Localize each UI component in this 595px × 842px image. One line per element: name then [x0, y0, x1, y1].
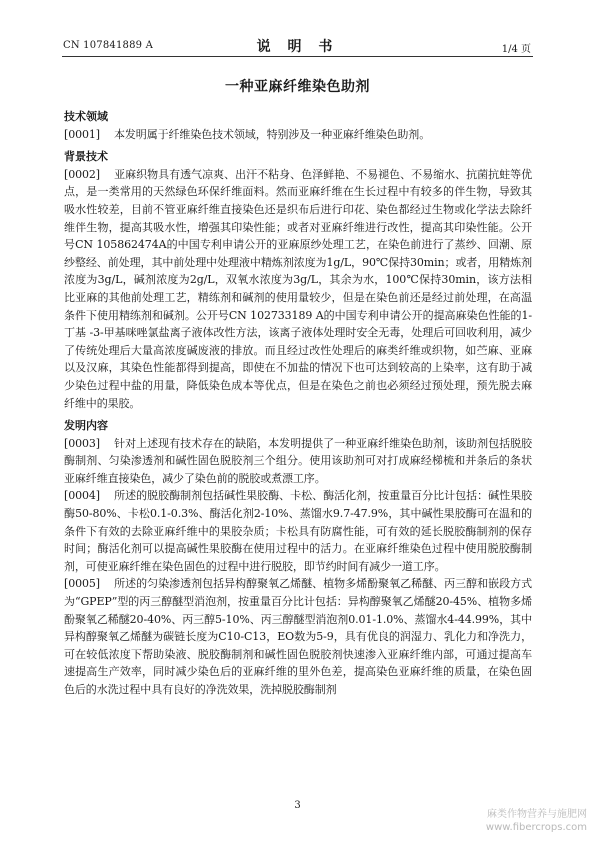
paragraph-text: 所述的脱胶酶制剂包括碱性果胶酶、卡松、酶活化剂，按重量百分比计包括：碱性果胶酶50-80%、卡松0.1-0.3%、酶活化剂2-10%、蒸馏水9.7-47.9%，其中碱性果胶酶可在温和的条件下有效的去除亚麻纤维中的果胶杂质；卡松具有防腐性能，可有效的延长脱胶酶制剂的保存时间；酶活化剂可以提高碱性果胶酶在使用过程中的活力。在亚麻纤维染色过程中使用脱胶酶制剂，可使亚麻纤维在染色固色的过程中进行脱胶，即节约时间有减少一道工序。: [64, 489, 532, 573]
paragraph-0002: [64, 166, 532, 412]
patent-number: CN 107841889 A: [63, 40, 154, 51]
paragraph-text: 亚麻织物具有透气凉爽、出汗不粘身、色泽鲜艳、不易褪色、不易缩水、抗菌抗蛀等优点，是一类常用的天然绿色环保纤维面料。然而亚麻纤维在生长过程中有较多的伴生物，导致其吸水性较差，目前不管亚麻纤维直接染色还是织布后进行印花、染色都经过生物或化学法去除纤维伴生物，提高其吸水性，增强其印染性能；或者对亚麻纤维进行改性，提高其印染性能。公开号CN 105862474A的中国专利申请公开的亚麻原纱处理工艺，在染色前进行了蒸纱、回潮、原纱整经、前处理，其中前处理中处理液中精炼剂浓度为1g/L，90℃保持30min；或者，用精炼剂浓度为3g/L，碱剂浓度为2g/L，双氧水浓度为3g/L，其余为水，100℃保持30min，该方法相比亚麻的其他前处理工艺，精练剂和碱剂的使用量较少，但是在染色前还是经过前处理，在高温条件下使用精练剂和碱剂。公开号CN 102733189 A的中国专利申请公开的提高麻染色性能的1-丁基 -3-甲基咪唑氯盐离子液体改性方法，该离子液体处理时安全无毒，处理后可回收利用，减少了传统处理后大量高浓度碱废液的排放。而且经过改性处理后的麻类纤维或织物，如苎麻、亚麻以及汉麻，其染色性能都得到提高，即使在不加盐的情况下也可达到较高的上染率，这有助于减少染色过程中盐的用量，降低染色成本等优点，但是在染色之前也必须经过预处理，预先脱去麻纤维中的果胶。: [64, 167, 532, 410]
paragraph-number: [0001]: [64, 127, 100, 141]
paragraph-0003: [64, 435, 532, 488]
paragraph-0004: [64, 487, 532, 575]
paragraph-0005: [64, 575, 532, 698]
page-number: 3: [294, 800, 301, 811]
section-heading-field: 技术领域: [64, 110, 108, 123]
header-divider: [62, 56, 533, 57]
paragraph-number: [0002]: [64, 167, 100, 181]
paragraph-text: 所述的匀染渗透剂包括异构醇聚氧乙烯醚、植物多烯酚聚氧乙稀醚、丙三醇和嵌段方式为“GPEP”型的丙三醇醚型消泡剂，按重量百分比计包括：异构醇聚氧乙烯醚20-45%、植物多烯酚聚氧乙稀醚20-40%、丙三醇5-10%、丙三醇醚型消泡剂0.01-1.0%、蒸馏水4-44.99%，其中异构醇聚氧乙烯醚为碳链长度为C10-C13，EO数为5-9，具有优良的润湿力、乳化力和净洗力，可在较低浓度下帮助染液、脱胶酶制剂和碱性固色脱胶剂快速渗入亚麻纤维内部，可通过提高车速提高生产效率，同时减少染色后的亚麻纤维的里外色差，提高染色亚麻纤维的质量，在染色固色后的水洗过程中具有良好的净洗效果，洗掉脱胶酶制剂: [64, 577, 532, 696]
paragraph-text: 本发明属于纤维染色技术领域，特别涉及一种亚麻纤维染色助剂。: [114, 127, 431, 141]
document-type-heading: 说 明 书: [256, 39, 339, 55]
paragraph-number: [0004]: [64, 489, 100, 503]
section-heading-invention: 发明内容: [64, 419, 108, 433]
watermark-site-name: 麻类作物营养与施肥网: [487, 809, 587, 820]
watermark-url: www.fibercrops.com: [485, 822, 587, 833]
watermark: [486, 808, 587, 834]
paragraph-0001: [64, 126, 532, 144]
document-body: [64, 108, 532, 699]
document-title: 一种亚麻纤维染色助剂: [225, 79, 370, 95]
paragraph-number: [0003]: [64, 436, 100, 450]
section-heading-background: 背景技术: [64, 150, 108, 164]
paragraph-text: 针对上述现有技术存在的缺陷，本发明提供了一种亚麻纤维染色助剂，该助剂包括脱胶酶制剂、匀染渗透剂和碱性固色脱胶剂三个组分。使用该助剂可对打成麻经梯梳和并条后的条状亚麻纤维直接染色，减少了染色前的脱胶或煮漂工序。: [64, 436, 532, 485]
paragraph-number: [0005]: [64, 577, 100, 591]
page-count: 1/4 页: [501, 44, 531, 55]
